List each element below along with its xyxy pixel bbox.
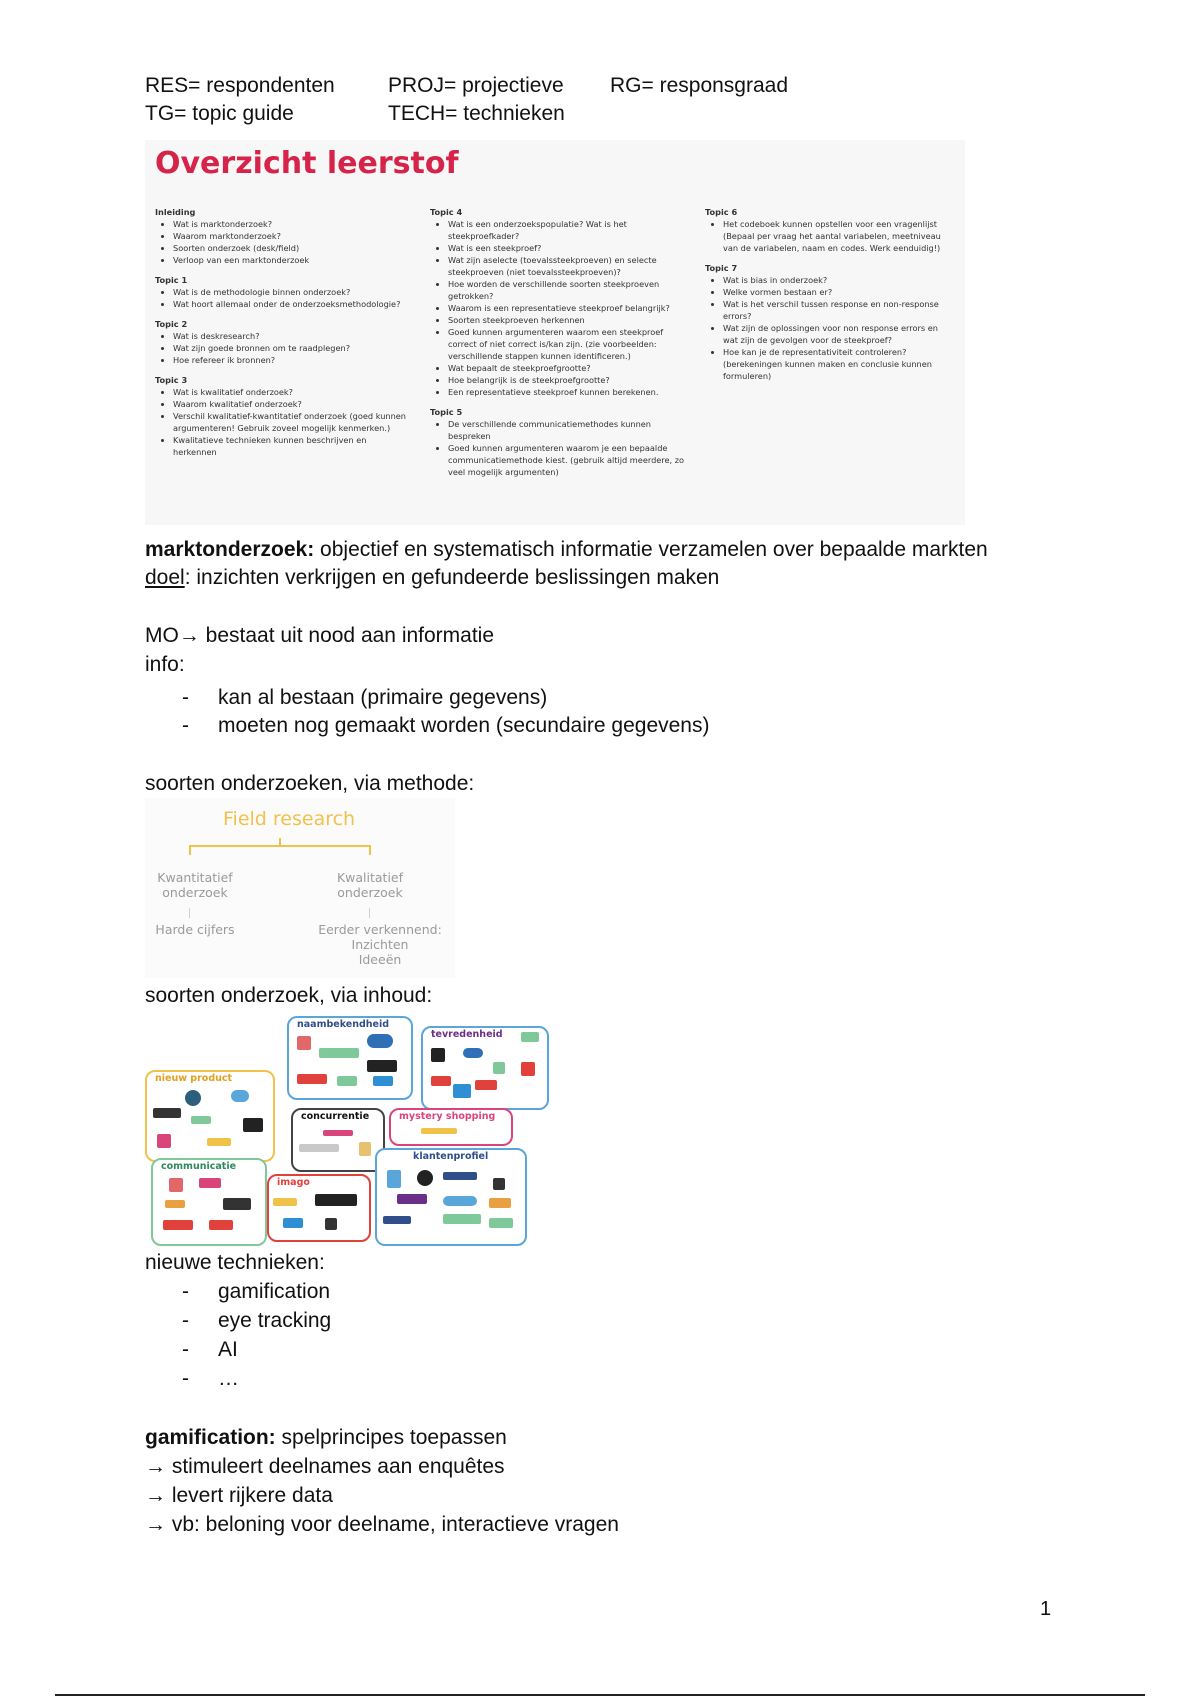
nieuwe-technieken-heading: nieuwe technieken: — [145, 1251, 325, 1274]
research-types-collage — [145, 1012, 565, 1244]
abbr-res: RES= respondenten — [145, 74, 335, 97]
overview-section-heading: Topic 2 — [155, 319, 188, 329]
logo-icon — [273, 1198, 297, 1206]
overview-item: • Waarom marktonderzoek? — [173, 230, 410, 242]
overview-section-heading: Topic 4 — [430, 207, 463, 217]
overview-section-list — [155, 330, 410, 366]
overview-item: • Een representatieve steekproef kunnen berekenen. — [448, 386, 685, 398]
overview-section — [155, 206, 410, 266]
logo-icon — [199, 1178, 221, 1188]
mo-line: MO→ bestaat uit nood aan informatie — [145, 624, 495, 647]
logo-icon — [207, 1138, 231, 1146]
soorten-inhoud-heading: soorten onderzoek, via inhoud: — [145, 984, 433, 1007]
overview-section-heading: Topic 5 — [430, 407, 463, 417]
overview-section-heading: Topic 7 — [705, 263, 738, 273]
overview-section — [155, 274, 410, 310]
logo-icon — [431, 1048, 445, 1062]
logo-icon — [493, 1062, 505, 1074]
doel-text: : inzichten verkrijgen en gefundeerde beslissingen maken — [184, 566, 720, 589]
overview-item: • Verloop van een marktonderzoek — [173, 254, 410, 266]
logo-icon — [387, 1170, 401, 1188]
overview-section-heading: Inleiding — [155, 207, 196, 217]
field-research-title: Field research — [223, 808, 356, 830]
gamification-text: spelprincipes toepassen — [275, 1426, 507, 1449]
doel-term: doel — [145, 566, 185, 589]
logo-icon — [191, 1116, 211, 1124]
logo-icon — [397, 1194, 427, 1204]
collage-box-mystery-shopping: mystery shopping — [389, 1108, 513, 1146]
logo-icon — [297, 1074, 327, 1084]
logo-icon — [325, 1218, 337, 1230]
overview-item: • Het codeboek kunnen opstellen voor een vragenlijst (Bepaal per vraag het aantal variabelen, meetniveau van de variabelen, naam en codes. Werk eenduidig!) — [723, 218, 955, 254]
overview-item: • Soorten onderzoek (desk/field) — [173, 242, 410, 254]
overview-item: • Waarom kwalitatief onderzoek? — [173, 398, 410, 410]
overview-item: • Hoe worden de verschillende soorten steekproeven getrokken? — [448, 278, 685, 302]
logo-icon — [209, 1220, 233, 1230]
overview-column-2 — [430, 206, 685, 486]
logo-icon — [443, 1172, 477, 1180]
logo-icon — [231, 1090, 249, 1102]
kwalitatief-label: Kwalitatief onderzoek — [336, 870, 404, 900]
overview-section-list — [430, 218, 685, 398]
logo-icon — [417, 1170, 433, 1186]
overview-item: • Goed kunnen argumenteren waarom je een bepaalde communicatiemethode kiest. (gebruik altijd meerdere, zo veel mogelijk argumenten) — [448, 442, 685, 478]
logo-icon — [383, 1216, 411, 1224]
logo-icon — [169, 1178, 183, 1192]
logo-icon — [243, 1118, 263, 1132]
harde-cijfers-label: Harde cijfers — [155, 922, 235, 937]
techniek-bullet-dash: - — [182, 1367, 189, 1390]
overview-section — [430, 406, 685, 478]
definition-term: marktonderzoek: — [145, 538, 315, 561]
info-item-1: kan al bestaan (primaire gegevens) — [218, 686, 548, 709]
logo-icon — [165, 1200, 185, 1208]
logo-icon — [319, 1048, 359, 1058]
collage-box-naambekendheid: naambekendheid — [287, 1016, 413, 1100]
logo-icon — [521, 1032, 539, 1042]
overview-slide-image — [145, 140, 965, 525]
logo-icon — [185, 1090, 201, 1106]
overview-section-list — [155, 218, 410, 266]
logo-icon — [223, 1198, 251, 1210]
techniek-bullet-dash: - — [182, 1280, 189, 1303]
overview-column-1 — [155, 206, 410, 466]
overview-section — [705, 206, 955, 254]
logo-icon — [373, 1076, 393, 1086]
verkennend-label: Eerder verkennend: Inzichten Ideeën — [318, 922, 442, 967]
collage-box-concurrentie: concurrentie — [291, 1108, 385, 1172]
logo-icon — [157, 1134, 171, 1148]
logo-icon — [443, 1214, 481, 1224]
overview-item: • Wat is het verschil tussen response en non-response errors? — [723, 298, 955, 322]
overview-item: • Wat is een onderzoekspopulatie? Wat is het steekproefkader? — [448, 218, 685, 242]
info-bullet-dash: - — [182, 686, 189, 709]
logo-icon — [493, 1178, 505, 1190]
logo-icon — [153, 1108, 181, 1118]
abbr-rg: RG= responsgraad — [610, 74, 789, 97]
techniek-item-eye-tracking: eye tracking — [218, 1309, 332, 1332]
overview-item: • Wat is marktonderzoek? — [173, 218, 410, 230]
overview-item: • Verschil kwalitatief-kwantitatief onderzoek (goed kunnen argumenteren! Gebruik zoveel mogelijk kenmerken.) — [173, 410, 410, 434]
techniek-item-more: … — [218, 1367, 239, 1390]
gamification-point-1: → stimuleert deelnames aan enquêtes — [145, 1455, 505, 1478]
gamification-line — [145, 1424, 507, 1452]
overview-item: • Wat is de methodologie binnen onderzoek? — [173, 286, 410, 298]
overview-section — [155, 318, 410, 366]
overview-item: • Wat is kwalitatief onderzoek? — [173, 386, 410, 398]
overview-section-heading: Topic 3 — [155, 375, 188, 385]
overview-section-list — [155, 386, 410, 458]
logo-icon — [421, 1128, 457, 1134]
overview-item: • Wat bepaalt de steekproefgrootte? — [448, 362, 685, 374]
overview-item: • Wat is deskresearch? — [173, 330, 410, 342]
logo-icon — [463, 1048, 483, 1058]
logo-icon — [359, 1142, 371, 1156]
overview-item: • De verschillende communicatiemethodes kunnen bespreken — [448, 418, 685, 442]
overview-section-heading: Topic 1 — [155, 275, 188, 285]
collage-box-klantenprofiel: klantenprofiel — [375, 1148, 527, 1246]
overview-item: • Wat hoort allemaal onder de onderzoeksmethodologie? — [173, 298, 410, 310]
logo-icon — [337, 1076, 357, 1086]
field-research-diagram — [145, 798, 455, 978]
overview-item: • Hoe kan je de representativiteit controleren? (berekeningen kunnen maken en conclusie kunnen formuleren) — [723, 346, 955, 382]
overview-title: Overzicht leerstof — [155, 146, 459, 181]
page-number: 1 — [1040, 1598, 1052, 1620]
logo-icon — [163, 1220, 193, 1230]
definition-text: objectief en systematisch informatie verzamelen over bepaalde markten — [314, 538, 988, 561]
overview-item: • Hoe refereer ik bronnen? — [173, 354, 410, 366]
logo-icon — [299, 1144, 339, 1152]
overview-item: • Kwalitatieve technieken kunnen beschrijven en herkennen — [173, 434, 410, 458]
overview-item: • Wat is een steekproef? — [448, 242, 685, 254]
doel-line — [145, 564, 719, 592]
overview-section-list — [430, 418, 685, 478]
logo-icon — [323, 1130, 353, 1136]
gamification-point-3: → vb: beloning voor deelname, interactieve vragen — [145, 1513, 619, 1536]
logo-icon — [475, 1080, 497, 1090]
overview-section — [430, 206, 685, 398]
overview-section-list — [155, 286, 410, 310]
overview-column-3 — [705, 206, 955, 390]
collage-box-communicatie: communicatie — [151, 1158, 267, 1246]
diagram-connector — [189, 908, 190, 918]
abbr-proj: PROJ= projectieve — [388, 74, 564, 97]
definition-line — [145, 536, 988, 564]
overview-item: • Welke vormen bestaan er? — [723, 286, 955, 298]
techniek-item-gamification: gamification — [218, 1280, 331, 1303]
diagram-connector — [189, 845, 191, 855]
collage-box-nieuw-product: nieuw product — [145, 1070, 275, 1162]
overview-item: • Waarom is een representatieve steekproef belangrijk? — [448, 302, 685, 314]
logo-icon — [367, 1060, 397, 1072]
overview-item: • Goed kunnen argumenteren waarom een steekproef correct of niet correct is/kan zijn. (zie voorbeelden: verschillende stappen kunnen identificeren.) — [448, 326, 685, 362]
diagram-connector — [369, 908, 370, 918]
logo-icon — [453, 1084, 471, 1098]
info-bullet-dash: - — [182, 714, 189, 737]
logo-icon — [367, 1034, 393, 1048]
info-label: info: — [145, 653, 185, 676]
overview-item: • Wat zijn goede bronnen om te raadplegen? — [173, 342, 410, 354]
overview-section-list — [705, 274, 955, 382]
gamification-term: gamification: — [145, 1426, 276, 1449]
logo-icon — [297, 1036, 311, 1050]
overview-section — [705, 262, 955, 382]
footer-divider — [55, 1694, 1145, 1696]
logo-icon — [431, 1076, 451, 1086]
overview-item: • Wat is bias in onderzoek? — [723, 274, 955, 286]
overview-section-heading: Topic 6 — [705, 207, 738, 217]
overview-section — [155, 374, 410, 458]
overview-item: • Wat zijn aselecte (toevalssteekproeven) en selecte steekproeven (niet toevalssteekproeven)? — [448, 254, 685, 278]
techniek-bullet-dash: - — [182, 1338, 189, 1361]
overview-item: • Wat zijn de oplossingen voor non response errors en wat zijn de gevolgen voor de steekproef? — [723, 322, 955, 346]
collage-box-tevredenheid: tevredenheid — [421, 1026, 549, 1110]
abbr-tech: TECH= technieken — [388, 102, 565, 125]
kwantitatief-label: Kwantitatief onderzoek — [157, 870, 233, 900]
overview-item: • Hoe belangrijk is de steekproefgrootte? — [448, 374, 685, 386]
logo-icon — [489, 1198, 511, 1208]
abbr-tg: TG= topic guide — [145, 102, 294, 125]
logo-icon — [443, 1196, 477, 1206]
collage-box-imago: imago — [267, 1174, 371, 1242]
techniek-item-ai: AI — [218, 1338, 238, 1361]
diagram-connector — [369, 845, 371, 855]
info-item-2: moeten nog gemaakt worden (secundaire gegevens) — [218, 714, 710, 737]
logo-icon — [283, 1218, 303, 1228]
logo-icon — [521, 1062, 535, 1076]
diagram-connector — [189, 845, 371, 847]
logo-icon — [315, 1194, 357, 1206]
soorten-methode-heading: soorten onderzoeken, via methode: — [145, 772, 475, 795]
logo-icon — [489, 1218, 513, 1228]
overview-item: • Soorten steekproeven herkennen — [448, 314, 685, 326]
techniek-bullet-dash: - — [182, 1309, 189, 1332]
overview-section-list — [705, 218, 955, 254]
gamification-point-2: → levert rijkere data — [145, 1484, 333, 1507]
